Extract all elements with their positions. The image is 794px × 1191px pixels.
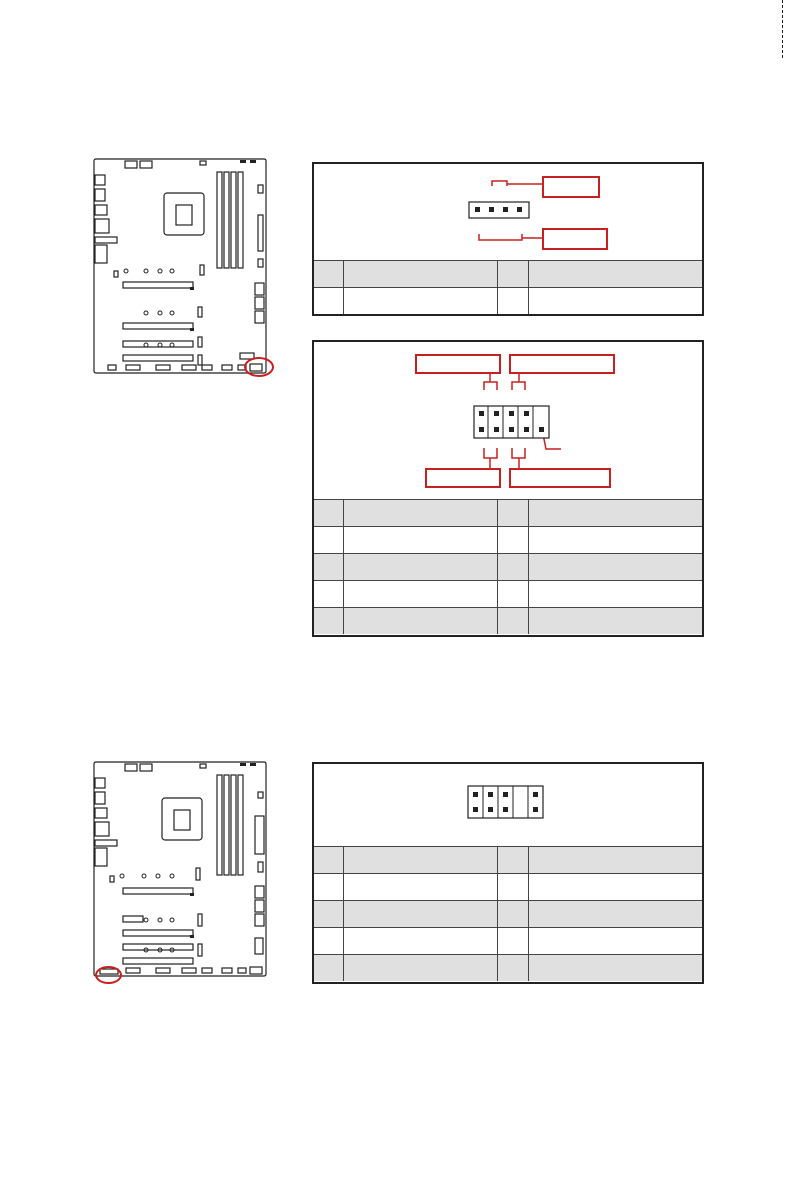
callout-box <box>425 468 501 488</box>
table-row <box>314 901 702 928</box>
table-row <box>314 500 702 527</box>
table-row <box>314 261 702 288</box>
pinout-panel-2 <box>312 340 704 637</box>
table-row <box>314 955 702 982</box>
pinout-panel-1 <box>312 162 704 316</box>
callout-box <box>509 468 611 488</box>
table-row <box>314 527 702 554</box>
callout-box <box>542 228 608 250</box>
connector-diagram <box>314 164 702 260</box>
pin-table <box>314 499 702 634</box>
motherboard-diagram-2 <box>90 758 280 983</box>
callout-box <box>509 354 615 374</box>
motherboard-diagram-1 <box>90 155 280 380</box>
table-row <box>314 581 702 608</box>
callout-box <box>415 354 501 374</box>
pinout-panel-3 <box>312 762 704 984</box>
highlight-ellipse <box>244 357 274 377</box>
pin-table <box>314 846 702 981</box>
table-row <box>314 608 702 635</box>
cut-guide-line <box>782 0 783 58</box>
pin-table <box>314 260 702 314</box>
highlight-ellipse <box>95 966 122 984</box>
table-row <box>314 288 702 315</box>
table-row <box>314 554 702 581</box>
callout-box <box>542 176 600 198</box>
connector-diagram <box>314 342 702 499</box>
connector-diagram <box>314 764 702 846</box>
table-row <box>314 847 702 874</box>
table-row <box>314 928 702 955</box>
table-row <box>314 874 702 901</box>
